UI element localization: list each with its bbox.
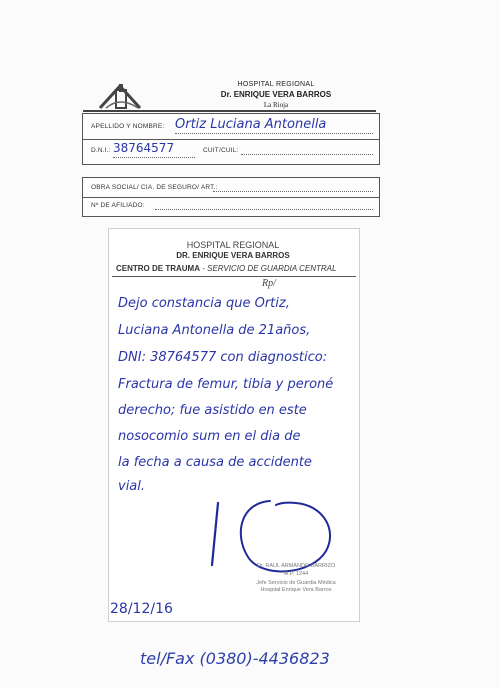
- obra-row: [83, 178, 379, 198]
- hospital-logo-icon: [98, 80, 146, 110]
- stamp-doctor: Dr. RAUL ARMANDO BARRIZO: [256, 563, 336, 569]
- rx-body-line: Dejo constancia que Ortiz,: [118, 296, 290, 311]
- handwritten-date: 28/12/16: [110, 601, 173, 617]
- afiliado-label: Nº DE AFILIADO:: [91, 202, 145, 209]
- rx-rp-mark: Rp/: [262, 278, 276, 289]
- dni-label: D.N.I.:: [91, 147, 111, 154]
- name-dotted-line: [175, 133, 373, 134]
- cuit-label: CUIT/CUIL:: [203, 147, 239, 154]
- rx-body-line: derecho; fue asistido en este: [118, 403, 307, 418]
- hospital-name: Dr. ENRIQUE VERA BARROS: [220, 90, 332, 99]
- header-divider: [83, 110, 376, 112]
- patient-form: [82, 113, 380, 165]
- name-label: APELLIDO Y NOMBRE:: [91, 123, 165, 130]
- stamp-role: Jefe Servicio de Guardia Médica: [256, 580, 336, 586]
- name-row: [83, 114, 379, 140]
- rx-unit-line: [116, 264, 356, 273]
- dni-value: 38764577: [113, 141, 175, 155]
- rx-service: SERVICIO DE GUARDIA CENTRAL: [207, 264, 337, 273]
- afiliado-row: [83, 197, 379, 215]
- rx-body-line: nosocomio sum en el dia de: [118, 429, 301, 444]
- cuit-dotted-line: [241, 154, 373, 155]
- stamp-license: M.P. 1244: [283, 571, 309, 577]
- rx-body-line: Fractura de femur, tibia y peroné: [118, 377, 334, 392]
- rx-divider: [112, 276, 356, 277]
- hospital-city: La Rioja: [263, 101, 289, 109]
- rx-body-line: la fecha a causa de accidente: [118, 455, 312, 470]
- rx-hospital-label: HOSPITAL REGIONAL: [186, 240, 280, 250]
- rx-body-line: vial.: [118, 479, 146, 494]
- rx-unit: CENTRO DE TRAUMA: [116, 264, 200, 273]
- insurance-form: [82, 177, 380, 217]
- rx-body-line: Luciana Antonella de 21años,: [118, 323, 311, 338]
- name-value: Ortiz Luciana Antonella: [175, 117, 327, 132]
- dni-dotted-line: [113, 157, 195, 158]
- rx-hospital-name: DR. ENRIQUE VERA BARROS: [176, 251, 290, 260]
- handwritten-phone: tel/Fax (0380)-4436823: [140, 649, 330, 668]
- hospital-header: [176, 80, 376, 110]
- obra-label: OBRA SOCIAL/ CIA. DE SEGURO/ ART.:: [91, 184, 218, 191]
- stamp-hospital: Hospital Enrique Vera Barros: [260, 587, 332, 593]
- obra-dotted-line: [213, 191, 373, 192]
- afiliado-dotted-line: [155, 209, 373, 210]
- rx-body-line: DNI: 38764577 con diagnostico:: [118, 350, 328, 365]
- rx-separator: -: [200, 264, 208, 273]
- dni-row: [83, 139, 379, 163]
- hospital-label: HOSPITAL REGIONAL: [237, 81, 315, 88]
